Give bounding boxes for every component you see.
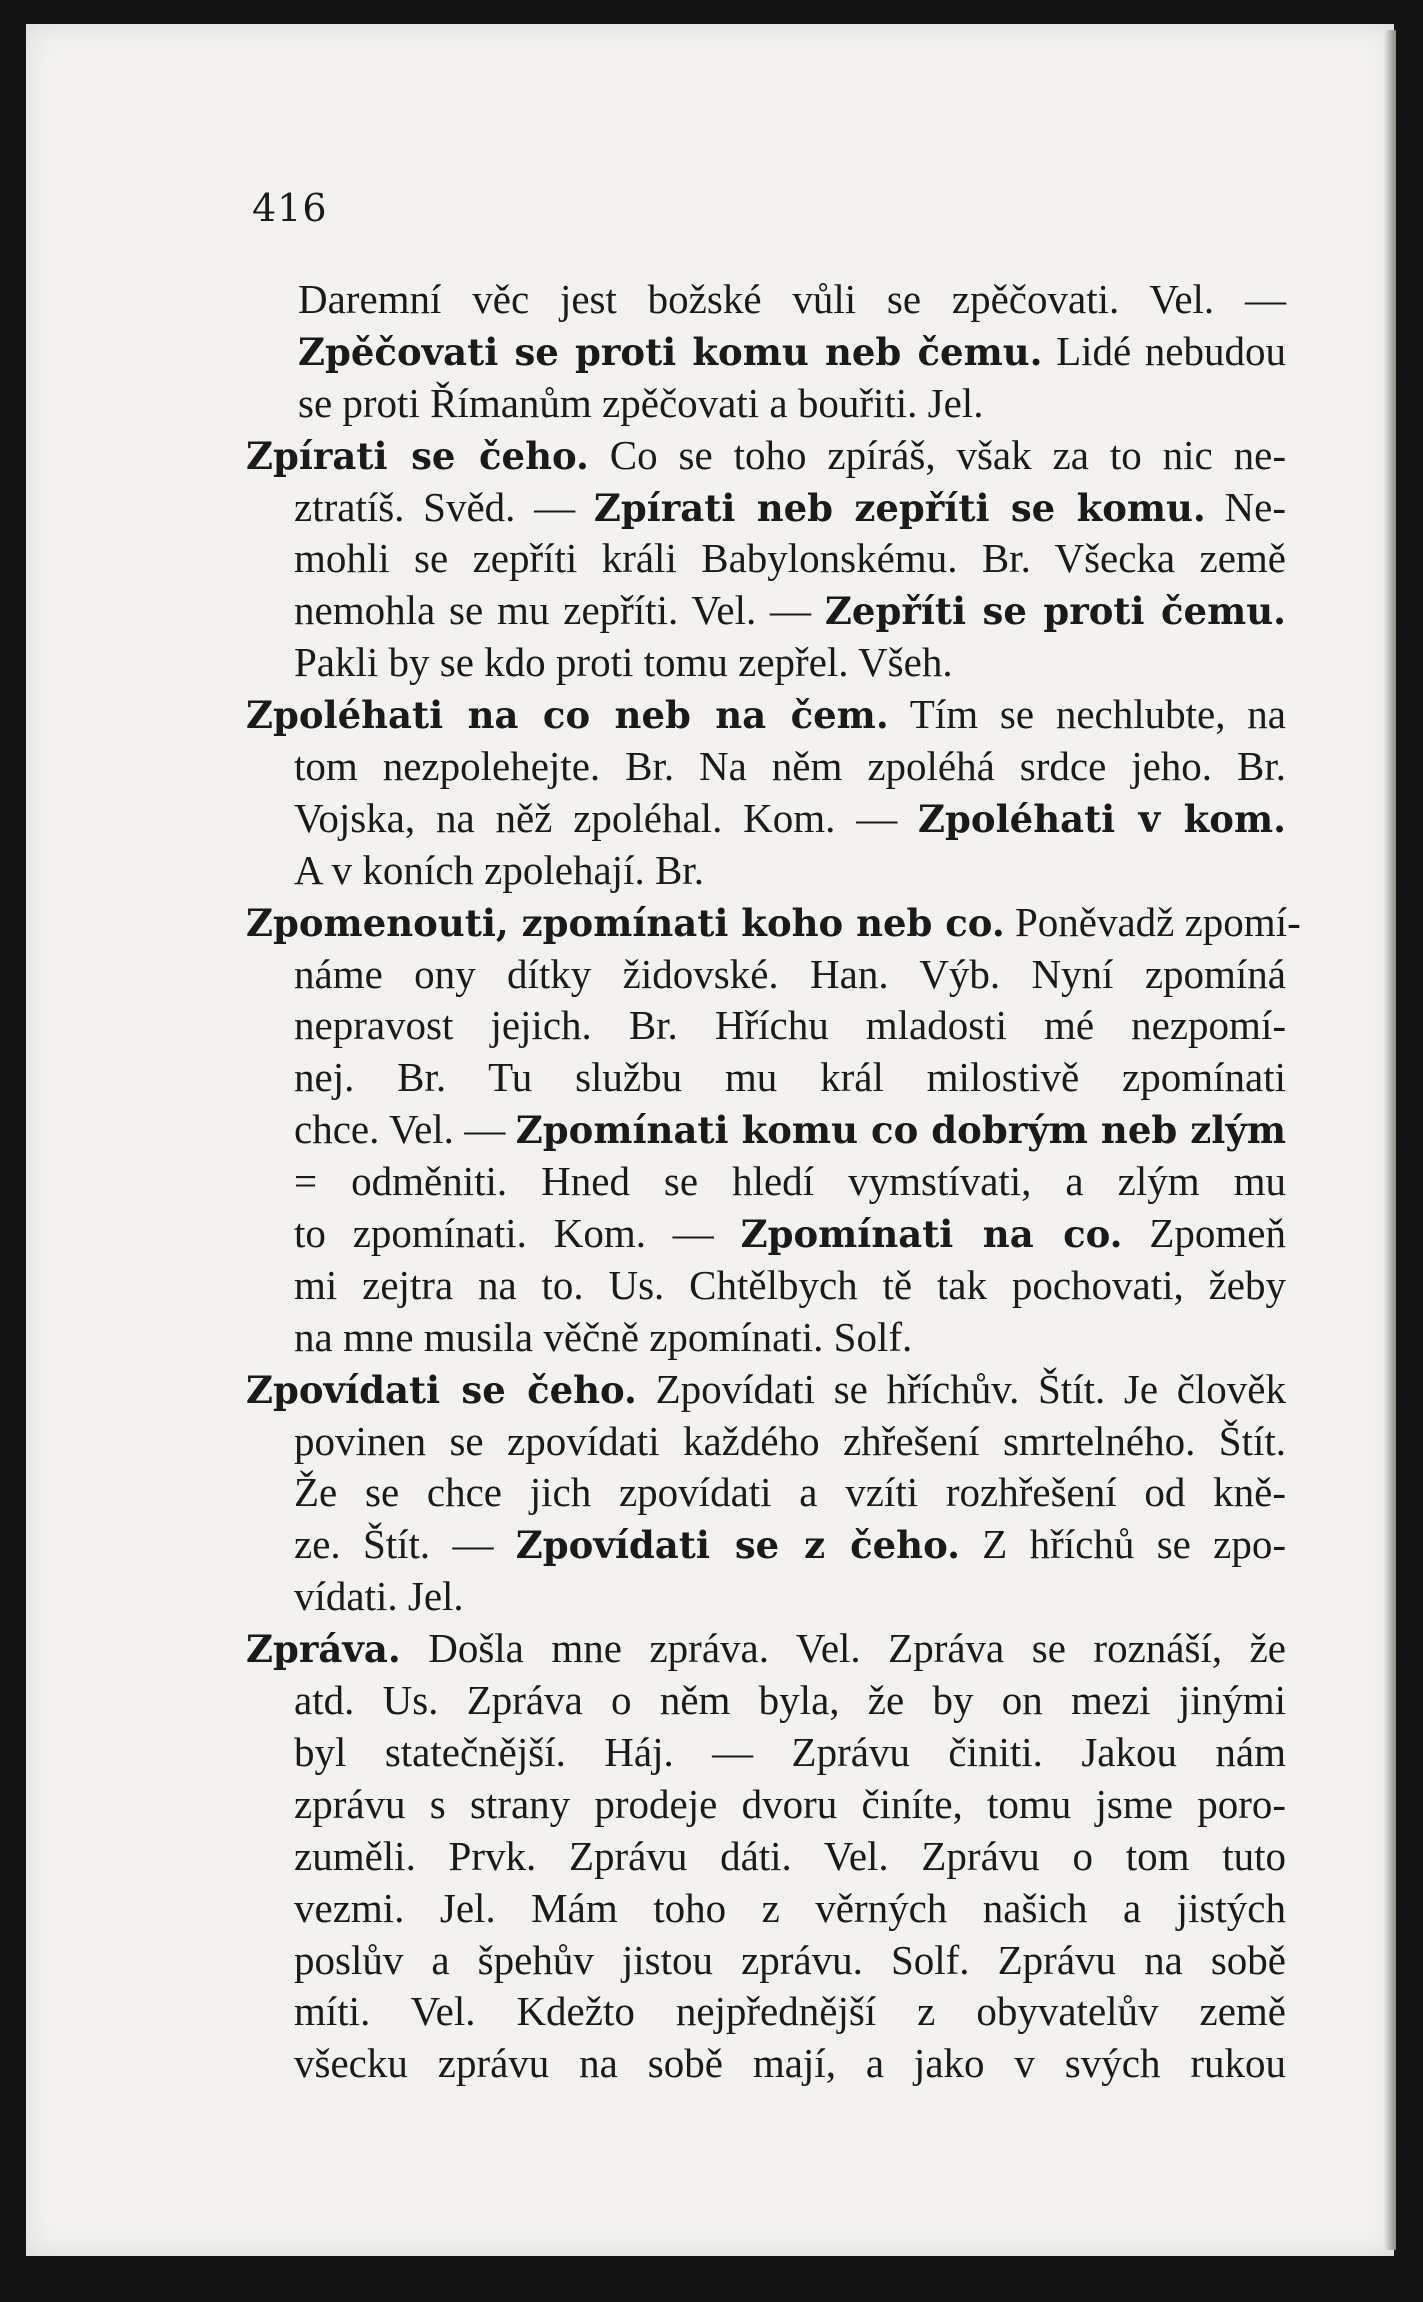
line-text: ze. Štít. — bbox=[294, 1521, 516, 1568]
line-text: to zpomínati. Kom. — bbox=[294, 1210, 741, 1257]
line-text: na mne musila věčně zpomínati. Solf. bbox=[294, 1313, 913, 1360]
line-text: se proti Římanům zpěčovati a bouřiti. Jel. bbox=[298, 379, 984, 426]
text-line bbox=[294, 1935, 1286, 1987]
line-text: povinen se zpovídati každého zhřešení smrtelného. Štít. bbox=[294, 1417, 1286, 1464]
line-text: Zpovídati se hříchův. Štít. Je člověk bbox=[636, 1365, 1286, 1412]
entry-head-line bbox=[246, 430, 1286, 482]
headword: Zpěčovati se proti komu neb čemu. bbox=[298, 329, 1043, 374]
line-text: Lidé nebudou bbox=[1042, 327, 1286, 374]
text-line bbox=[294, 1571, 1286, 1623]
line-text: A v koních zpolehají. Br. bbox=[294, 846, 704, 893]
line-text: nemohla se mu zepříti. Vel. — bbox=[294, 587, 825, 634]
text-line bbox=[294, 1986, 1286, 2038]
line-text: nej. Br. Tu službu mu král milostivě zpomínati bbox=[294, 1054, 1286, 1101]
text-line bbox=[294, 1675, 1286, 1727]
entry-head-line bbox=[246, 689, 1286, 741]
entry-head-line bbox=[246, 897, 1301, 949]
line-text: Daremní věc jest božské vůli se zpěčova bbox=[298, 276, 1087, 322]
line-text: Poněvadž zpomí- bbox=[1004, 898, 1301, 945]
text-line bbox=[294, 1000, 1286, 1052]
line-text: zuměli. Prvk. Zprávu dáti. Vel. Zprávu o tom tuto bbox=[294, 1832, 1286, 1879]
text-line bbox=[294, 1779, 1286, 1831]
headword: Zpoléhati v kom. bbox=[918, 796, 1286, 841]
text-line bbox=[294, 793, 1286, 845]
line-text: ti. Vel. — bbox=[1086, 276, 1286, 322]
dictionary-text-body bbox=[246, 274, 1301, 2090]
line-text: poslův a špehův jistou zprávu. Solf. Zprávu na sobě bbox=[294, 1936, 1286, 1983]
line-text: míti. Vel. Kdežto nejpřednější z obyvatelův země bbox=[294, 1988, 1286, 2035]
text-line bbox=[294, 1312, 1286, 1364]
text-line bbox=[298, 274, 1286, 326]
entry-head-line bbox=[246, 1623, 1286, 1675]
line-text: Co se toho zpíráš, však za to nic ne- bbox=[588, 431, 1286, 478]
line-text: Z hříchů se zpo- bbox=[959, 1521, 1287, 1568]
text-line bbox=[294, 1831, 1286, 1883]
headword: Zpírati neb zepříti se komu. bbox=[593, 485, 1206, 530]
text-line bbox=[294, 1052, 1286, 1104]
headword: Zpomínati na co. bbox=[740, 1212, 1123, 1257]
line-text: atd. Us. Zpráva o něm byla, že by on mezi jinými bbox=[294, 1677, 1286, 1724]
line-text: Ne- bbox=[1205, 483, 1286, 530]
line-text: vídati. Jel. bbox=[294, 1573, 464, 1620]
line-text: všecku zprávu na sobě mají, a jako v svých rukou bbox=[294, 2040, 1286, 2087]
text-line bbox=[294, 1208, 1286, 1260]
line-text: tom nezpolehejte. Br. Na něm zpoléhá srdce jeho. Br. bbox=[294, 743, 1286, 790]
text-line bbox=[294, 845, 1286, 897]
text-line bbox=[294, 1467, 1286, 1519]
text-line bbox=[294, 585, 1286, 637]
headword: Zepříti se proti čemu. bbox=[824, 589, 1287, 634]
line-text: Zpomeň bbox=[1122, 1210, 1286, 1257]
line-text: vezmi. Jel. Mám toho z věrných našich a jistých bbox=[294, 1884, 1286, 1931]
text-line bbox=[294, 1416, 1286, 1468]
line-text: = odměniti. Hned se hledí vymstívati, a zlým mu bbox=[294, 1158, 1286, 1205]
line-text: zprávu s strany prodeje dvoru činíte, tomu jsme poro- bbox=[294, 1780, 1286, 1827]
text-line bbox=[294, 533, 1286, 585]
line-text: ztratíš. Svěd. — bbox=[294, 483, 594, 530]
headword: Zpomenouti, zpomínati koho neb co. bbox=[246, 900, 1005, 945]
text-line bbox=[294, 1104, 1286, 1156]
headword: Zpírati se čeho. bbox=[246, 433, 589, 478]
line-text: Tím se nechlubte, na bbox=[888, 691, 1286, 738]
entry-head-line bbox=[246, 1364, 1286, 1416]
headword: Zpovídati se čeho. bbox=[246, 1367, 637, 1412]
line-text: chce. Vel. — bbox=[294, 1106, 516, 1153]
line-text: mohli se zepříti králi Babylonskému. Br. Všecka země bbox=[294, 535, 1286, 582]
headword: Zpovídati se z čeho. bbox=[515, 1523, 960, 1568]
text-line bbox=[294, 1156, 1286, 1208]
text-line bbox=[294, 949, 1286, 1001]
line-text: mi zejtra na to. Us. Chtělbych tě tak pochovati, žeby bbox=[294, 1261, 1286, 1308]
line-text: Vojska, na něž zpoléhal. Kom. — bbox=[294, 794, 919, 841]
page-edge bbox=[1384, 30, 1396, 2250]
text-line bbox=[294, 1883, 1286, 1935]
text-line bbox=[298, 378, 1286, 430]
page-number: 416 bbox=[252, 186, 328, 230]
line-text: Pakli by se kdo proti tomu zepřel. Všeh. bbox=[294, 639, 953, 686]
line-text: Že se chce jich zpovídati a vzíti rozhřešení od kně- bbox=[294, 1469, 1286, 1516]
line-text: nepravost jejich. Br. Hříchu mladosti mé nezpomí- bbox=[294, 1002, 1286, 1049]
headword: Zpráva. bbox=[246, 1627, 401, 1672]
line-text: Došla mne zpráva. Vel. Zpráva se roznáší, že bbox=[400, 1625, 1286, 1672]
text-line bbox=[294, 482, 1286, 534]
book-page bbox=[26, 24, 1394, 2256]
text-line bbox=[294, 637, 1286, 689]
headword: Zpomínati komu co dobrým neb zlým bbox=[515, 1108, 1286, 1153]
line-text: náme ony dítky židovské. Han. Výb. Nyní zpomíná bbox=[294, 950, 1286, 997]
text-line bbox=[294, 2038, 1286, 2090]
text-line bbox=[294, 741, 1286, 793]
line-text: byl statečnější. Háj. — Zprávu činiti. Jakou nám bbox=[294, 1728, 1286, 1775]
text-line bbox=[298, 326, 1286, 378]
text-line bbox=[294, 1260, 1286, 1312]
text-line bbox=[294, 1519, 1286, 1571]
text-line bbox=[294, 1727, 1286, 1779]
headword: Zpoléhati na co neb na čem. bbox=[246, 693, 889, 738]
